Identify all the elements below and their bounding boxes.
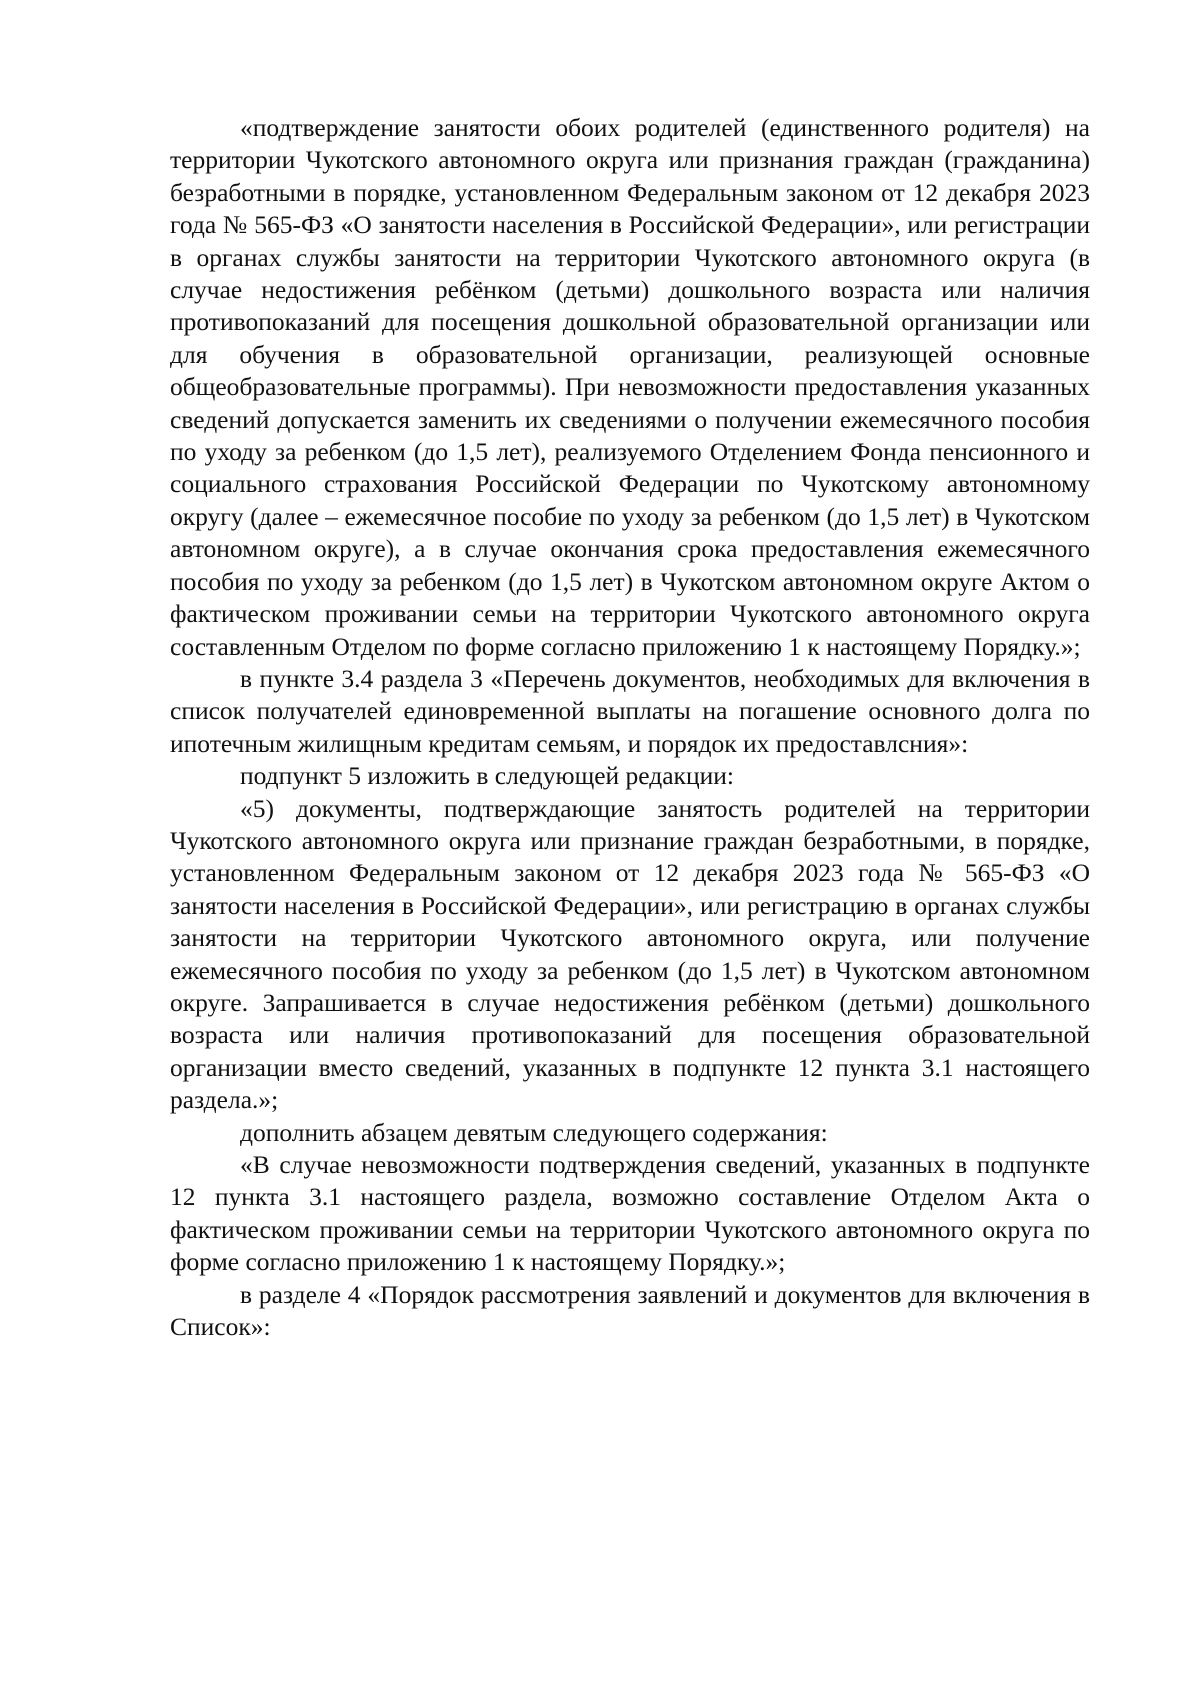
document-body [170, 112, 1090, 1343]
paragraph-employment-confirmation: «подтверждение занятости обоих родителей (единственного родителя) на территории Чукотского автономного округа или признания граждан (гражданина) безработными в порядке, установленном Федеральным законом от 12 декабря 2023 года № 565-ФЗ «О занятости населения в Российской Федерации», или регистрации в органах службы занятости на территории Чукотского автономного округа (в случае недостижения ребёнком (детьми) дошкольного возраста или наличия противопоказаний для посещения дошкольной образовательной организации или для обучения в образовательной организации, реализующей основные общеобразовательные программы). При невозможности предоставления указанных сведений допускается заменить их сведениями о получении ежемесячного пособия по уходу за ребенком (до 1,5 лет), реализуемого Отделением Фонда пенсионного и социального страхования Российской Федерации по Чукотскому автономному округу (далее – ежемесячное пособие по уходу за ребенком (до 1,5 лет) в Чукотском автономном округе), а в случае окончания срока предоставления ежемесячного пособия по уходу за ребенком (до 1,5 лет) в Чукотском автономном округе Актом о фактическом проживании семьи на территории Чукотского автономного округа составленным Отделом по форме согласно приложению 1 к настоящему Порядку.»; [170, 113, 1090, 661]
paragraph-section-4: в разделе 4 «Порядок рассмотрения заявлений и документов для включения в Список»: [170, 1279, 1090, 1342]
paragraph-subclause-5-text: «5) документы, подтверждающие занятость родителей на территории Чукотского автономного округа или признание граждан безработными, в порядке, установленном Федеральным законом от 12 декабря 2023 года № 565-ФЗ «О занятости населения в Российской Федерации», или регистрацию в органах службы занятости на территории Чукотского автономного округа, или получение ежемесячного пособия по уходу за ребенком (до 1,5 лет) в Чукотском автономном округе. Запрашивается в случае недостижения ребёнком (детьми) дошкольного возраста или наличия противопоказаний для посещения образовательной организации вместо сведений, указанных в подпункте 12 пункта 3.1 настоящего раздела.»; [170, 793, 1090, 1115]
paragraph-ninth-intro: дополнить абзацем девятым следующего содержания: [240, 1117, 828, 1147]
paragraph-ninth-text: «В случае невозможности подтверждения сведений, указанных в подпункте 12 пункта 3.1 настоящего раздела, возможно составление Отделом Акта о фактическом проживании семьи на территории Чукотского автономного округа по форме согласно приложению 1 к настоящему Порядку.»; [170, 1150, 1090, 1277]
paragraph-clause-3-4: в пункте 3.4 раздела 3 «Перечень документов, необходимых для включения в список получателей единовременной выплаты на погашение основного долга по ипотечным жилищным кредитам семьям, и порядок их предоставлсния»: [170, 663, 1090, 758]
paragraph-subclause-5-intro: подпункт 5 изложить в следующей редакции: [240, 761, 734, 791]
